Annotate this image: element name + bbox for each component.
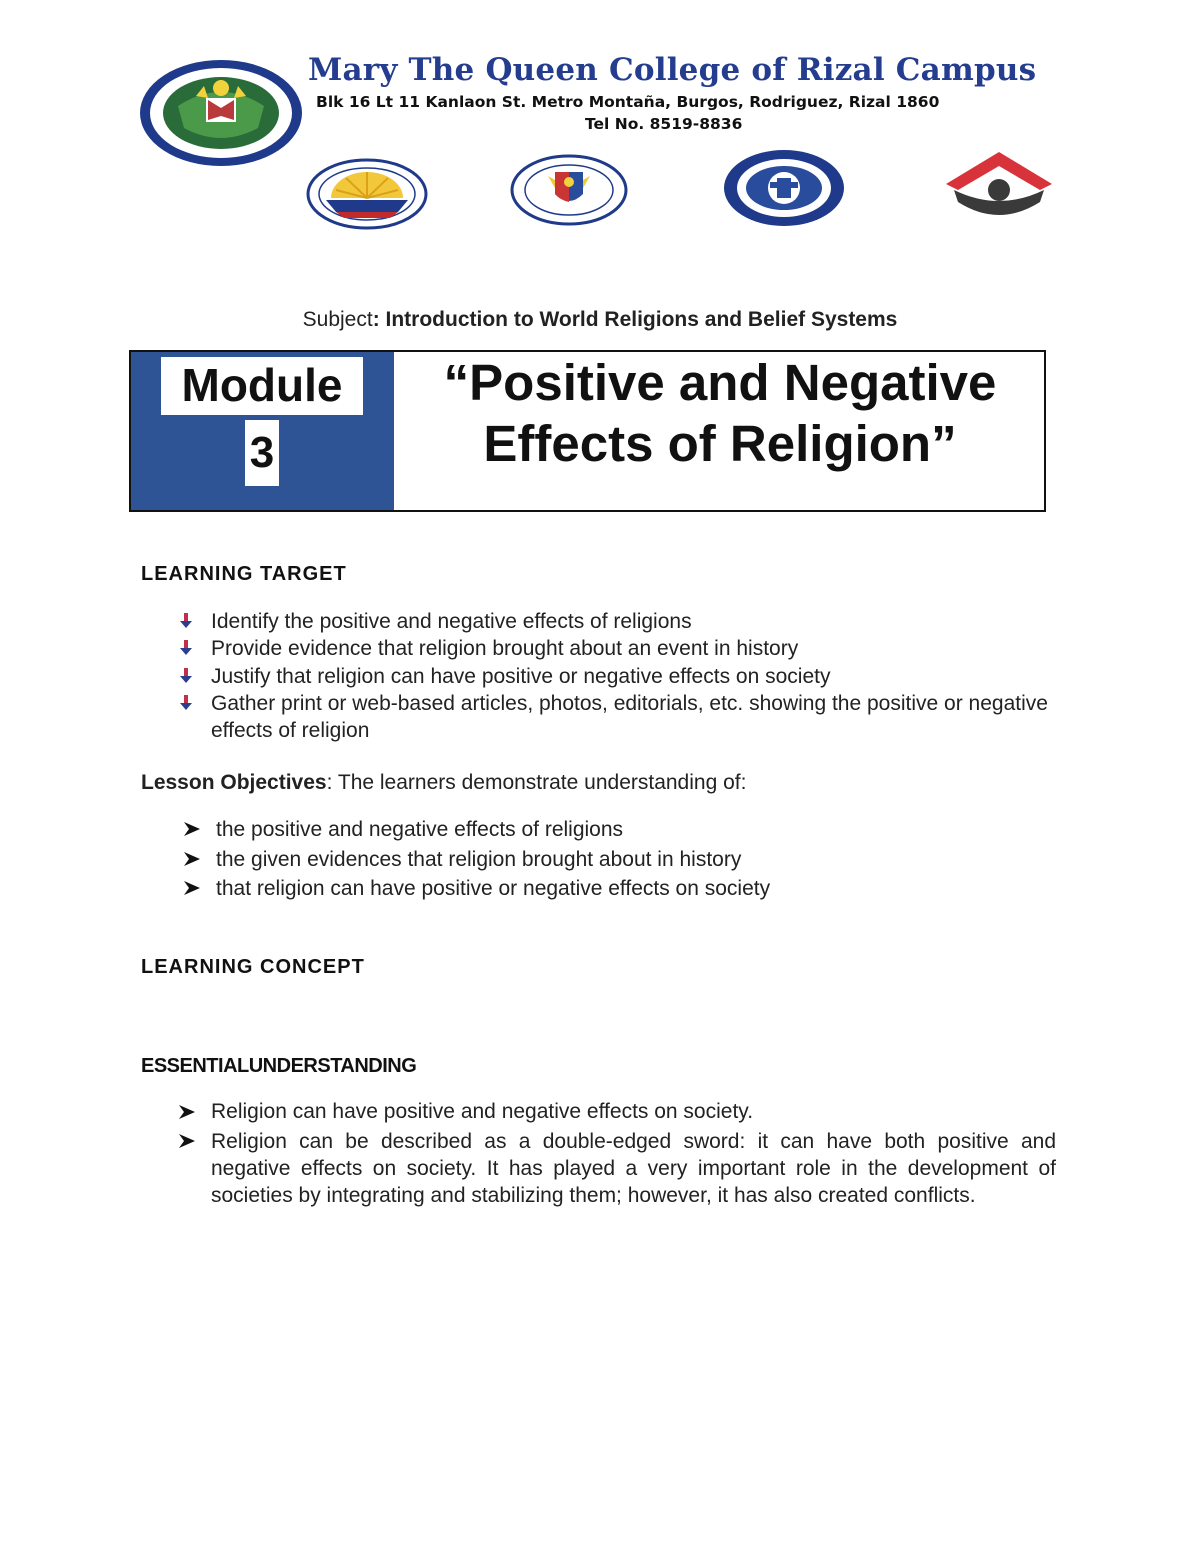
down-arrow-bullet-icon — [178, 612, 194, 630]
arrowhead-bullet-icon — [183, 821, 201, 837]
learning-concept-heading: LEARNING CONCEPT — [141, 956, 365, 978]
module-title — [396, 352, 1044, 474]
essential-understanding-heading: ESSENTIALUNDERSTANDING — [141, 1055, 417, 1077]
learning-target-item: Justify that religion can have positive or negative effects on society — [211, 665, 831, 688]
subject-line — [0, 308, 1200, 332]
learning-target-heading: LEARNING TARGET — [141, 563, 347, 585]
down-arrow-bullet-icon — [178, 667, 194, 685]
module-title-line-2: Effects of Religion” — [483, 415, 957, 472]
subject-value: Introduction to World Religions and Belief Systems — [385, 308, 898, 331]
module-word: Module — [181, 359, 343, 411]
arrowhead-bullet-icon — [178, 1104, 196, 1120]
arrowhead-bullet-icon — [183, 851, 201, 867]
college-telephone: Tel No. 8519-8836 — [585, 115, 743, 133]
subject-label: Subject — [302, 308, 373, 331]
arrowhead-bullet-icon — [178, 1133, 196, 1149]
arrowhead-bullet-icon — [183, 880, 201, 896]
down-arrow-bullet-icon — [178, 639, 194, 657]
module-number: 3 — [249, 428, 275, 477]
subject-separator: : — [372, 308, 386, 331]
college-address: Blk 16 Lt 11 Kanlaon St. Metro Montaña, Burgos, Rodriguez, Rizal 1860 — [316, 93, 940, 111]
deped-seal-logo — [510, 154, 628, 226]
lesson-objective-item: the positive and negative effects of religions — [216, 818, 624, 841]
essential-understanding-item: Religion can have positive and negative effects on society. — [211, 1100, 754, 1123]
lesson-objectives-label: Lesson Objectives — [141, 771, 327, 794]
lesson-objectives-text: : The learners demonstrate understanding of: — [326, 771, 747, 794]
learning-target-item: Gather print or web-based articles, photos, editorials, etc. showing the positive or negative effects of religion — [211, 692, 1048, 742]
down-arrow-bullet-icon — [178, 694, 194, 712]
module-title-line-1: “Positive and Negative — [443, 354, 997, 411]
ched-seal-logo — [306, 158, 428, 230]
learning-target-item: Identify the positive and negative effects of religions — [211, 610, 692, 633]
lesson-objective-item: that religion can have positive or negative effects on society — [216, 877, 771, 900]
essential-understanding-item: Religion can be described as a double-edged sword: it can have both positive and negative effects on society. It has played a very important role in the development of societies by integrating and stabilizing them; however, it has also created conflicts. — [211, 1130, 1056, 1207]
learning-target-item: Provide evidence that religion brought about an event in history — [211, 637, 799, 660]
college-seal-logo — [138, 58, 304, 168]
tesda-seal-logo — [722, 148, 846, 228]
lesson-objectives-intro — [141, 771, 746, 795]
red-roof-logo — [944, 150, 1054, 224]
lesson-objective-item: the given evidences that religion brought about in history — [216, 848, 742, 871]
college-name: Mary The Queen College of Rizal Campus — [308, 52, 1037, 88]
